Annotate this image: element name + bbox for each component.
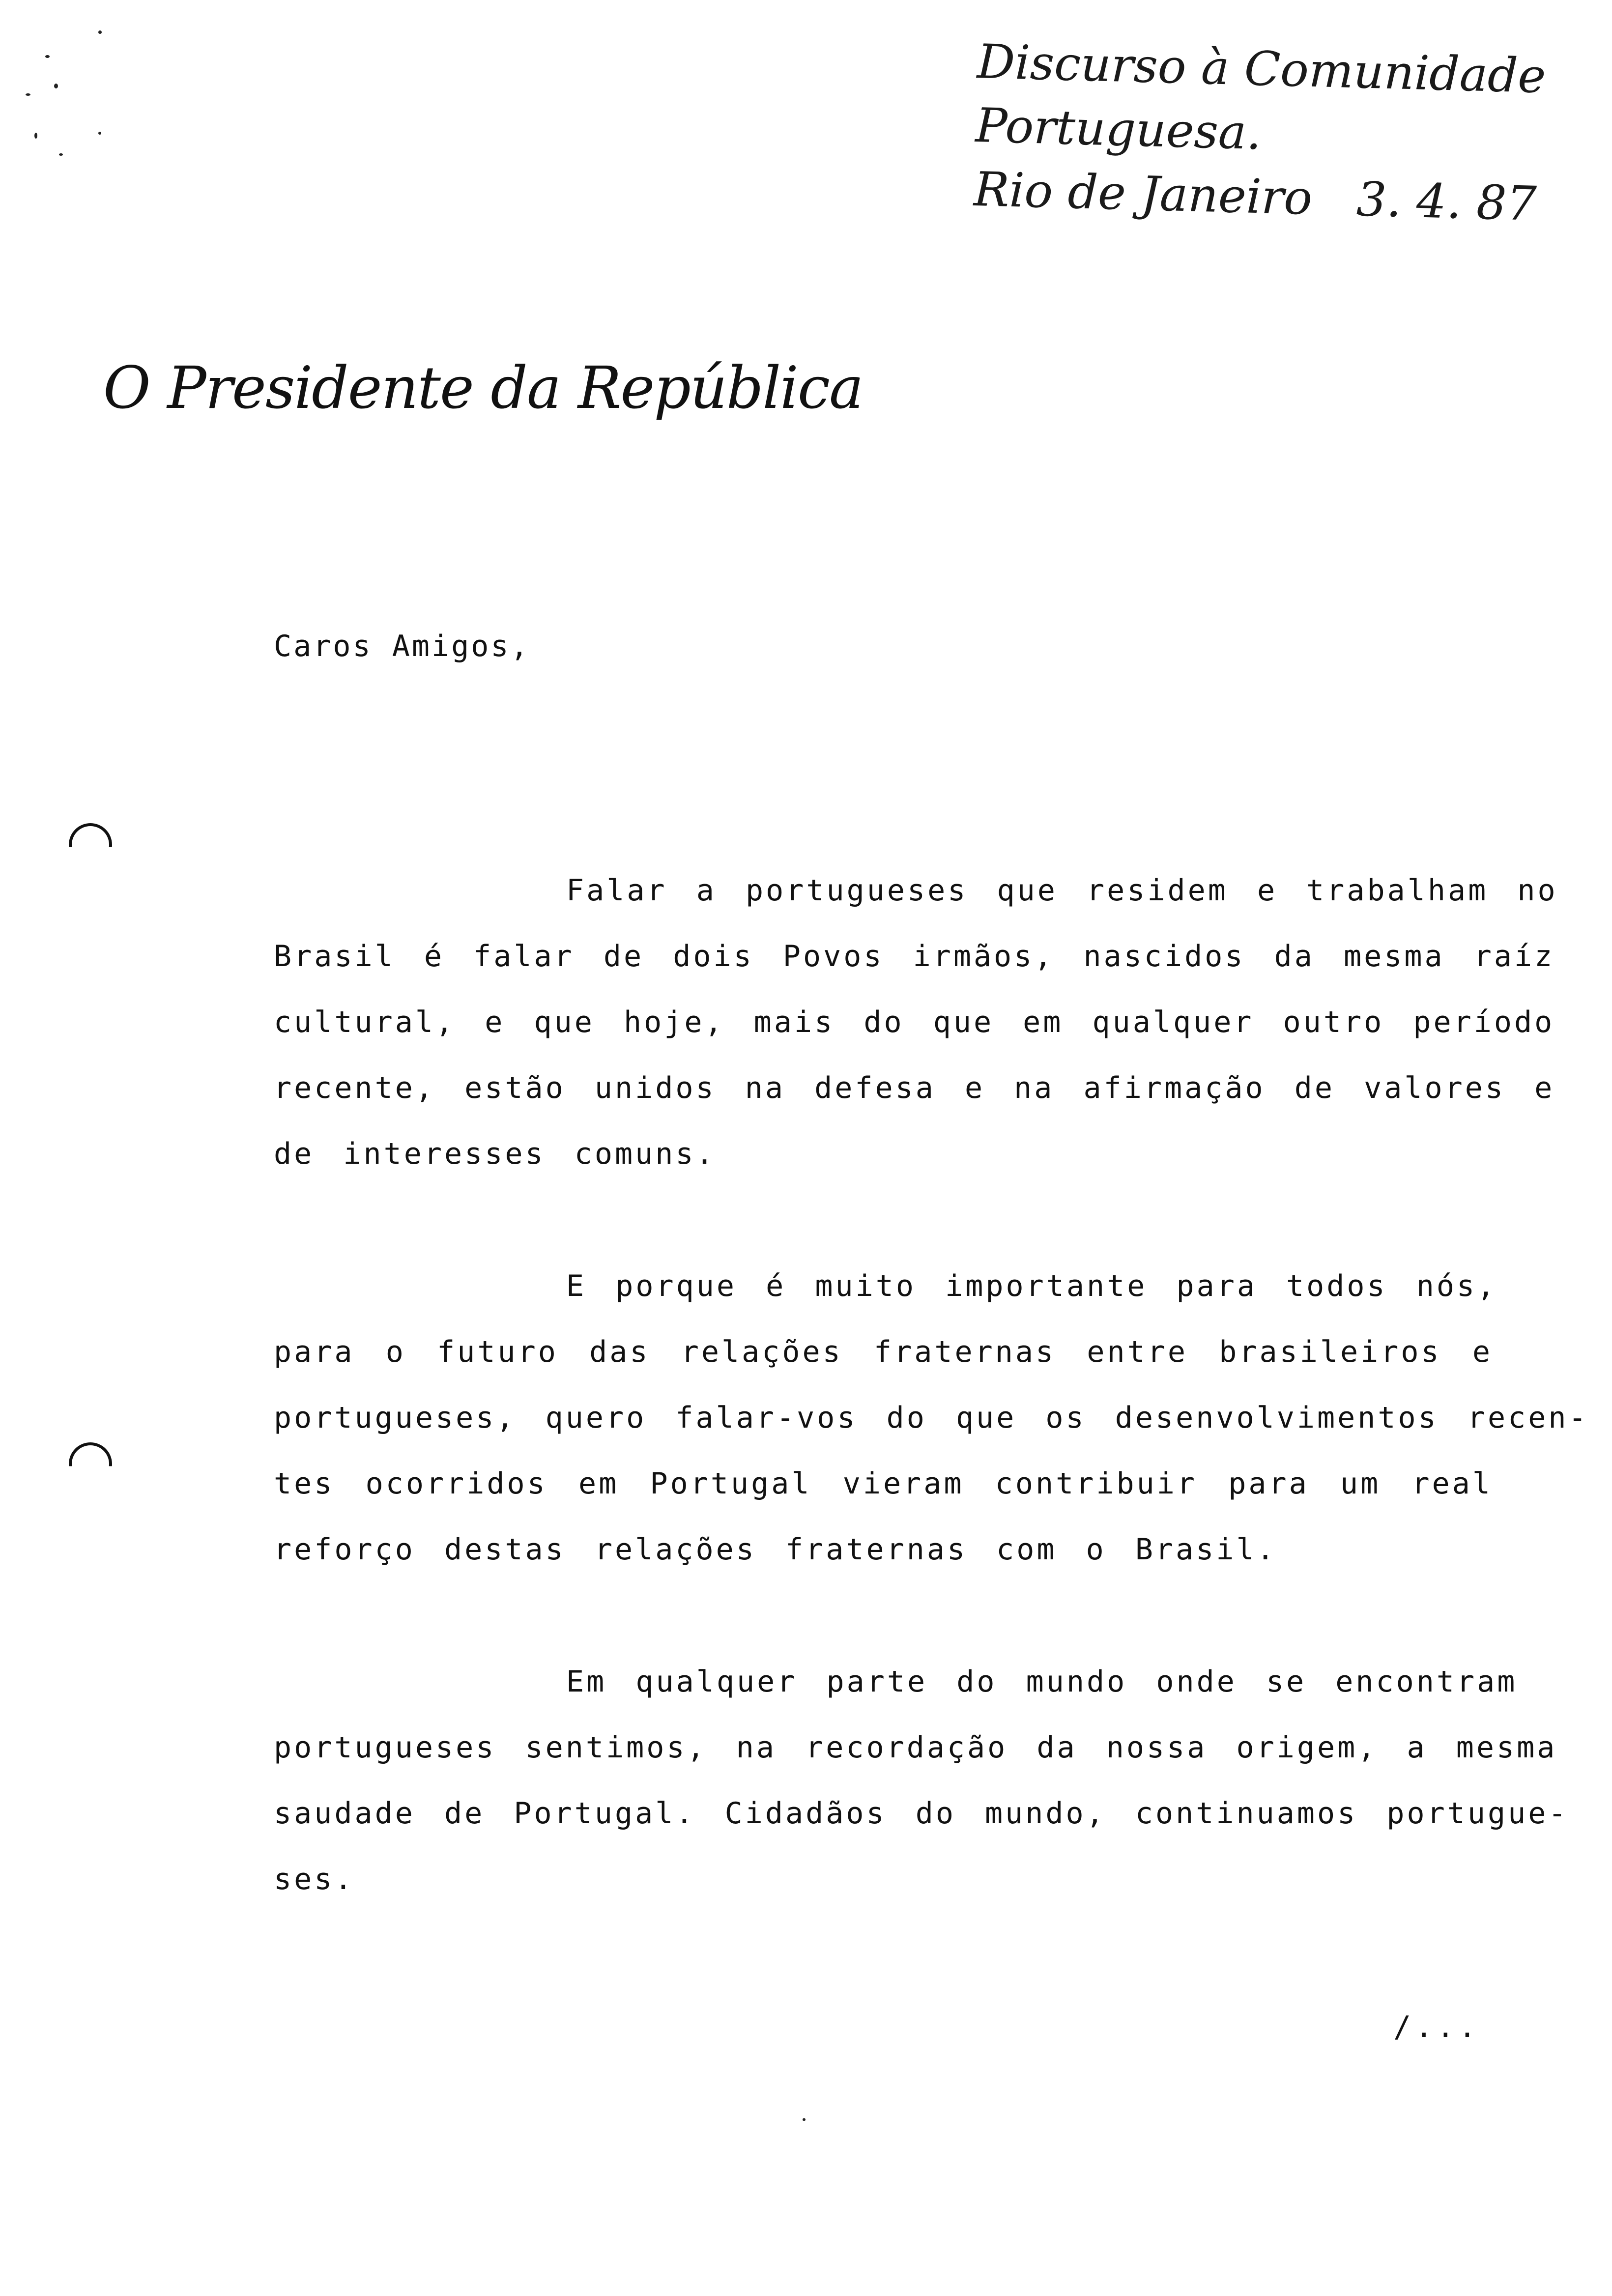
paragraph-1 bbox=[274, 858, 1558, 1187]
scan-speck bbox=[59, 153, 63, 156]
scan-speck bbox=[98, 132, 101, 135]
continuation-mark: /... bbox=[1393, 2010, 1480, 2044]
scan-speck bbox=[45, 55, 50, 58]
paragraph-line: reforço destas relações fraternas com o Brasil. bbox=[274, 1532, 1277, 1567]
paragraph-line: para o futuro das relações fraternas entre brasileiros e bbox=[274, 1335, 1493, 1369]
paragraph-3 bbox=[274, 1649, 1569, 1912]
scan-speck bbox=[803, 2118, 806, 2121]
paragraph-2 bbox=[274, 1253, 1589, 1582]
scan-speck bbox=[98, 30, 102, 34]
paragraph-line: Brasil é falar de dois Povos irmãos, nascidos da mesma raíz bbox=[274, 939, 1555, 974]
annotation-line-2: Portuguesa. bbox=[975, 97, 1263, 161]
scan-speck bbox=[26, 93, 30, 96]
annotation-date: 3. 4. 87 bbox=[1355, 172, 1537, 231]
paragraph-line: Falar a portugueses que residem e trabalham no bbox=[566, 873, 1558, 908]
paragraph-line: cultural, e que hoje, mais do que em qualquer outro período bbox=[274, 1005, 1555, 1039]
paragraph-line: portugueses sentimos, na recordação da nossa origem, a mesma bbox=[274, 1730, 1557, 1765]
paragraph-line: E porque é muito importante para todos nós, bbox=[566, 1269, 1497, 1303]
letterhead: O Presidente da República bbox=[103, 354, 863, 422]
paragraph-line: Em qualquer parte do mundo onde se encontram bbox=[566, 1665, 1518, 1699]
paragraph-line: de interesses comuns. bbox=[274, 1137, 716, 1171]
annotation-place: Rio de Janeiro bbox=[973, 161, 1313, 226]
paragraph-line: tes ocorridos em Portugal vieram contribuir para um real bbox=[274, 1466, 1493, 1501]
paragraph-line: portugueses, quero falar-vos do que os desenvolvimentos recen- bbox=[274, 1401, 1589, 1435]
paragraph-line: saudade de Portugal. Cidadãos do mundo, continuamos portugue- bbox=[274, 1796, 1569, 1831]
handwritten-annotation bbox=[973, 29, 1597, 237]
scan-speck bbox=[34, 133, 37, 139]
paragraph-line: recente, estão unidos na defesa e na afirmação de valores e bbox=[274, 1071, 1555, 1105]
paragraph-line: ses. bbox=[274, 1862, 355, 1896]
punch-hole-mark bbox=[69, 823, 112, 866]
scan-speck bbox=[54, 84, 58, 88]
annotation-line-1: Discurso à Comunidade bbox=[976, 33, 1547, 104]
salutation: Caros Amigos, bbox=[274, 629, 530, 663]
punch-hole-mark bbox=[69, 1442, 112, 1486]
